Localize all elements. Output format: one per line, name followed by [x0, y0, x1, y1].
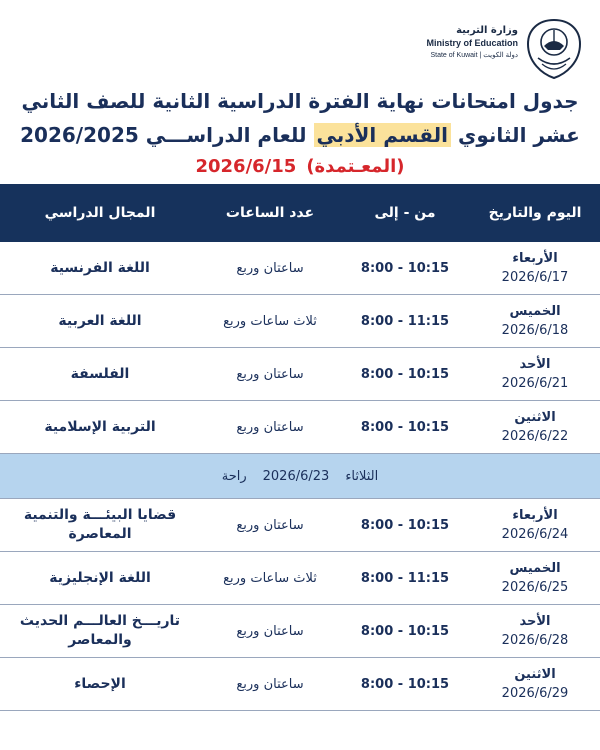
title-line-2-end: للعام الدراســـي 2026/2025: [20, 123, 307, 147]
day-cell: الخميس 2026/6/25: [501, 561, 569, 595]
day-cell: الاثنين 2026/6/29: [501, 667, 569, 701]
time-cell: 8:00 - 10:15: [360, 260, 450, 276]
table-row: [0, 401, 600, 454]
table-row: [0, 658, 600, 711]
ministry-logo: [402, 18, 582, 80]
table-row: [0, 552, 600, 605]
exam-schedule-table: [0, 184, 600, 711]
table-header: [0, 184, 600, 242]
time-cell: 8:00 - 10:15: [360, 366, 450, 382]
subject-cell: قضايا البيئـــة والتنمية المعاصرة: [23, 507, 177, 542]
title-line-1: جدول امتحانات نهاية الفترة الدراسية الثانية للصف الثاني: [21, 89, 579, 113]
rest-day-row: [0, 454, 600, 499]
time-cell: 8:00 - 10:15: [360, 676, 450, 692]
time-cell: 8:00 - 10:15: [360, 517, 450, 533]
hours-cell: ساعتان وربع: [236, 623, 304, 639]
approved-line: [20, 152, 580, 182]
day-cell: الأربعاء 2026/6/24: [501, 508, 569, 542]
time-cell: 8:00 - 10:15: [360, 419, 450, 435]
hours-cell: ساعتان وربع: [236, 676, 304, 692]
rest-day-name: الثلاثاء: [345, 468, 379, 484]
ministry-text: [426, 24, 518, 61]
title-block: [20, 84, 580, 182]
table-row: [0, 242, 600, 295]
table-row: [0, 499, 600, 552]
day-cell: الأربعاء 2026/6/17: [501, 251, 569, 285]
subject-cell: تاريـــخ العالـــم الحديث والمعاصر: [19, 613, 181, 648]
time-cell: 8:00 - 10:15: [360, 623, 450, 639]
title-line-2: [20, 118, 580, 152]
rest-label: راحة: [221, 468, 247, 484]
table-row: [0, 605, 600, 658]
ministry-name-ar: وزارة التربية: [456, 25, 518, 36]
col-day-date: اليوم والتاريخ: [488, 205, 582, 221]
day-cell: الأحد 2026/6/28: [501, 614, 569, 648]
subject-cell: الفلسفة: [70, 365, 130, 382]
hours-cell: ثلاث ساعات وربع: [223, 570, 317, 586]
col-from-to: من - إلى: [374, 205, 436, 221]
subject-cell: التربية الإسلامية: [44, 418, 156, 435]
subject-cell: الإحصاء: [74, 675, 126, 692]
section-highlight: القسم الأدبي: [314, 123, 452, 147]
subject-cell: اللغة العربية: [58, 312, 142, 329]
hours-cell: ساعتان وربع: [236, 260, 304, 276]
title-line-2-start: عشر الثانوي: [458, 123, 580, 147]
approved-date: 2026/6/15: [195, 156, 297, 177]
day-cell: الاثنين 2026/6/22: [501, 410, 569, 444]
subject-cell: اللغة الفرنسية: [50, 259, 150, 276]
ministry-name-en: Ministry of Education: [426, 38, 518, 48]
hours-cell: ساعتان وربع: [236, 419, 304, 435]
approved-label: (المعـتمدة): [306, 156, 405, 177]
col-hours: عدد الساعات: [225, 205, 315, 221]
day-cell: الخميس 2026/6/18: [501, 304, 569, 338]
day-cell: الأحد 2026/6/21: [501, 357, 569, 391]
time-cell: 8:00 - 11:15: [360, 570, 450, 586]
hours-cell: ساعتان وربع: [236, 366, 304, 382]
state-name: State of Kuwait | دولة الكويت: [430, 52, 518, 59]
kuwait-emblem-icon: [526, 18, 582, 80]
time-cell: 8:00 - 11:15: [360, 313, 450, 329]
hours-cell: ثلاث ساعات وربع: [223, 313, 317, 329]
table-row: [0, 295, 600, 348]
hours-cell: ساعتان وربع: [236, 517, 304, 533]
table-row: [0, 348, 600, 401]
col-subject: المجال الدراسي: [44, 205, 156, 221]
subject-cell: اللغة الإنجليزية: [49, 569, 151, 586]
rest-day-date: 2026/6/23: [262, 468, 330, 484]
